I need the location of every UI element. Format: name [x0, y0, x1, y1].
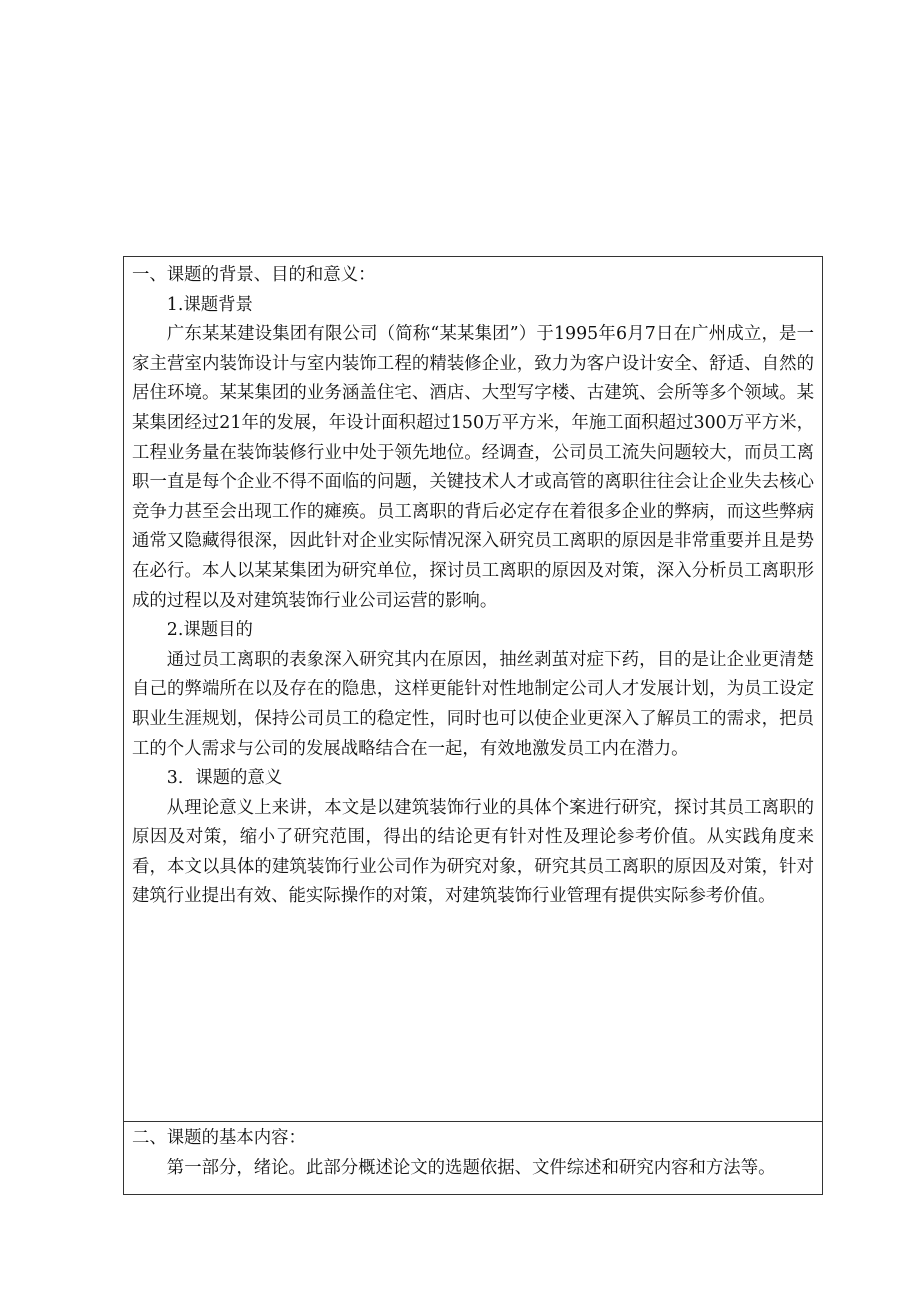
- paragraph-part-one: 第一部分，绪论。此部分概述论文的选题依据、文件综述和研究内容和方法等。: [166, 1157, 776, 1178]
- section-heading: 二、课题的基本内容：: [132, 1128, 306, 1148]
- subsection-title-background: 1.课题背景: [166, 294, 253, 315]
- paragraph-background: 广东某某建设集团有限公司（简称“某某集团”）于1995年6月7日在广州成立，是一家主营室内装饰设计与室内装饰工程的精装修企业，致力为客户设计安全、舒适、自然的居住环境。某某集团的业务涵盖住宅、酒店、大型写字楼、古建筑、会所等多个领域。某某集团经过21年的发展，年设计面积超过150万平方米，年施工面积超过300万平方米，工程业务量在装饰装修行业中处于领先地位。经调查，公司员工流失问题较大，而员工离职一直是每个企业不得不面临的问题，关键技术人才或高管的离职往往会让企业失去核心竞争力甚至会出现工作的瘫痪。员工离职的背后必定存在着很多企业的弊病，而这些弊病通常又隐藏得很深，因此针对企业实际情况深入研究员工离职的原因是非常重要并且是势在必行。本人以某某集团为研究单位，探讨员工离职的原因及对策，深入分析员工离职形成的过程以及对建筑装饰行业公司运营的影响。: [132, 324, 814, 611]
- paragraph-purpose: 通过员工离职的表象深入研究其内在原因，抽丝剥茧对症下药，目的是让企业更清楚自己的弊端所在以及存在的隐患，这样更能针对性地制定公司人才发展计划，为员工设定职业生涯规划，保持公司员工的稳定性，同时也可以使企业更深入了解员工的需求，把员工的个人需求与公司的发展战略结合在一起，有效地激发员工内在潜力。: [132, 649, 814, 759]
- section-basic-content: [124, 1121, 822, 1194]
- paragraph-significance: 从理论意义上来讲，本文是以建筑装饰行业的具体个案进行研究，探讨其员工离职的原因及对策，缩小了研究范围，得出的结论更有针对性及理论参考价值。从实践角度来看，本文以具体的建筑装饰行业公司作为研究对象，研究其员工离职的原因及对策，针对建筑行业提出有效、能实际操作的对策，对建筑装饰行业管理有提供实际参考价值。: [132, 797, 814, 907]
- subsection-title-significance: 3．课题的意义: [166, 768, 283, 789]
- section-background-purpose-significance: [124, 257, 822, 1121]
- section-heading: 一、课题的背景、目的和意义：: [132, 265, 376, 285]
- proposal-form-table: [123, 256, 823, 1195]
- subsection-title-purpose: 2.课题目的: [166, 620, 253, 641]
